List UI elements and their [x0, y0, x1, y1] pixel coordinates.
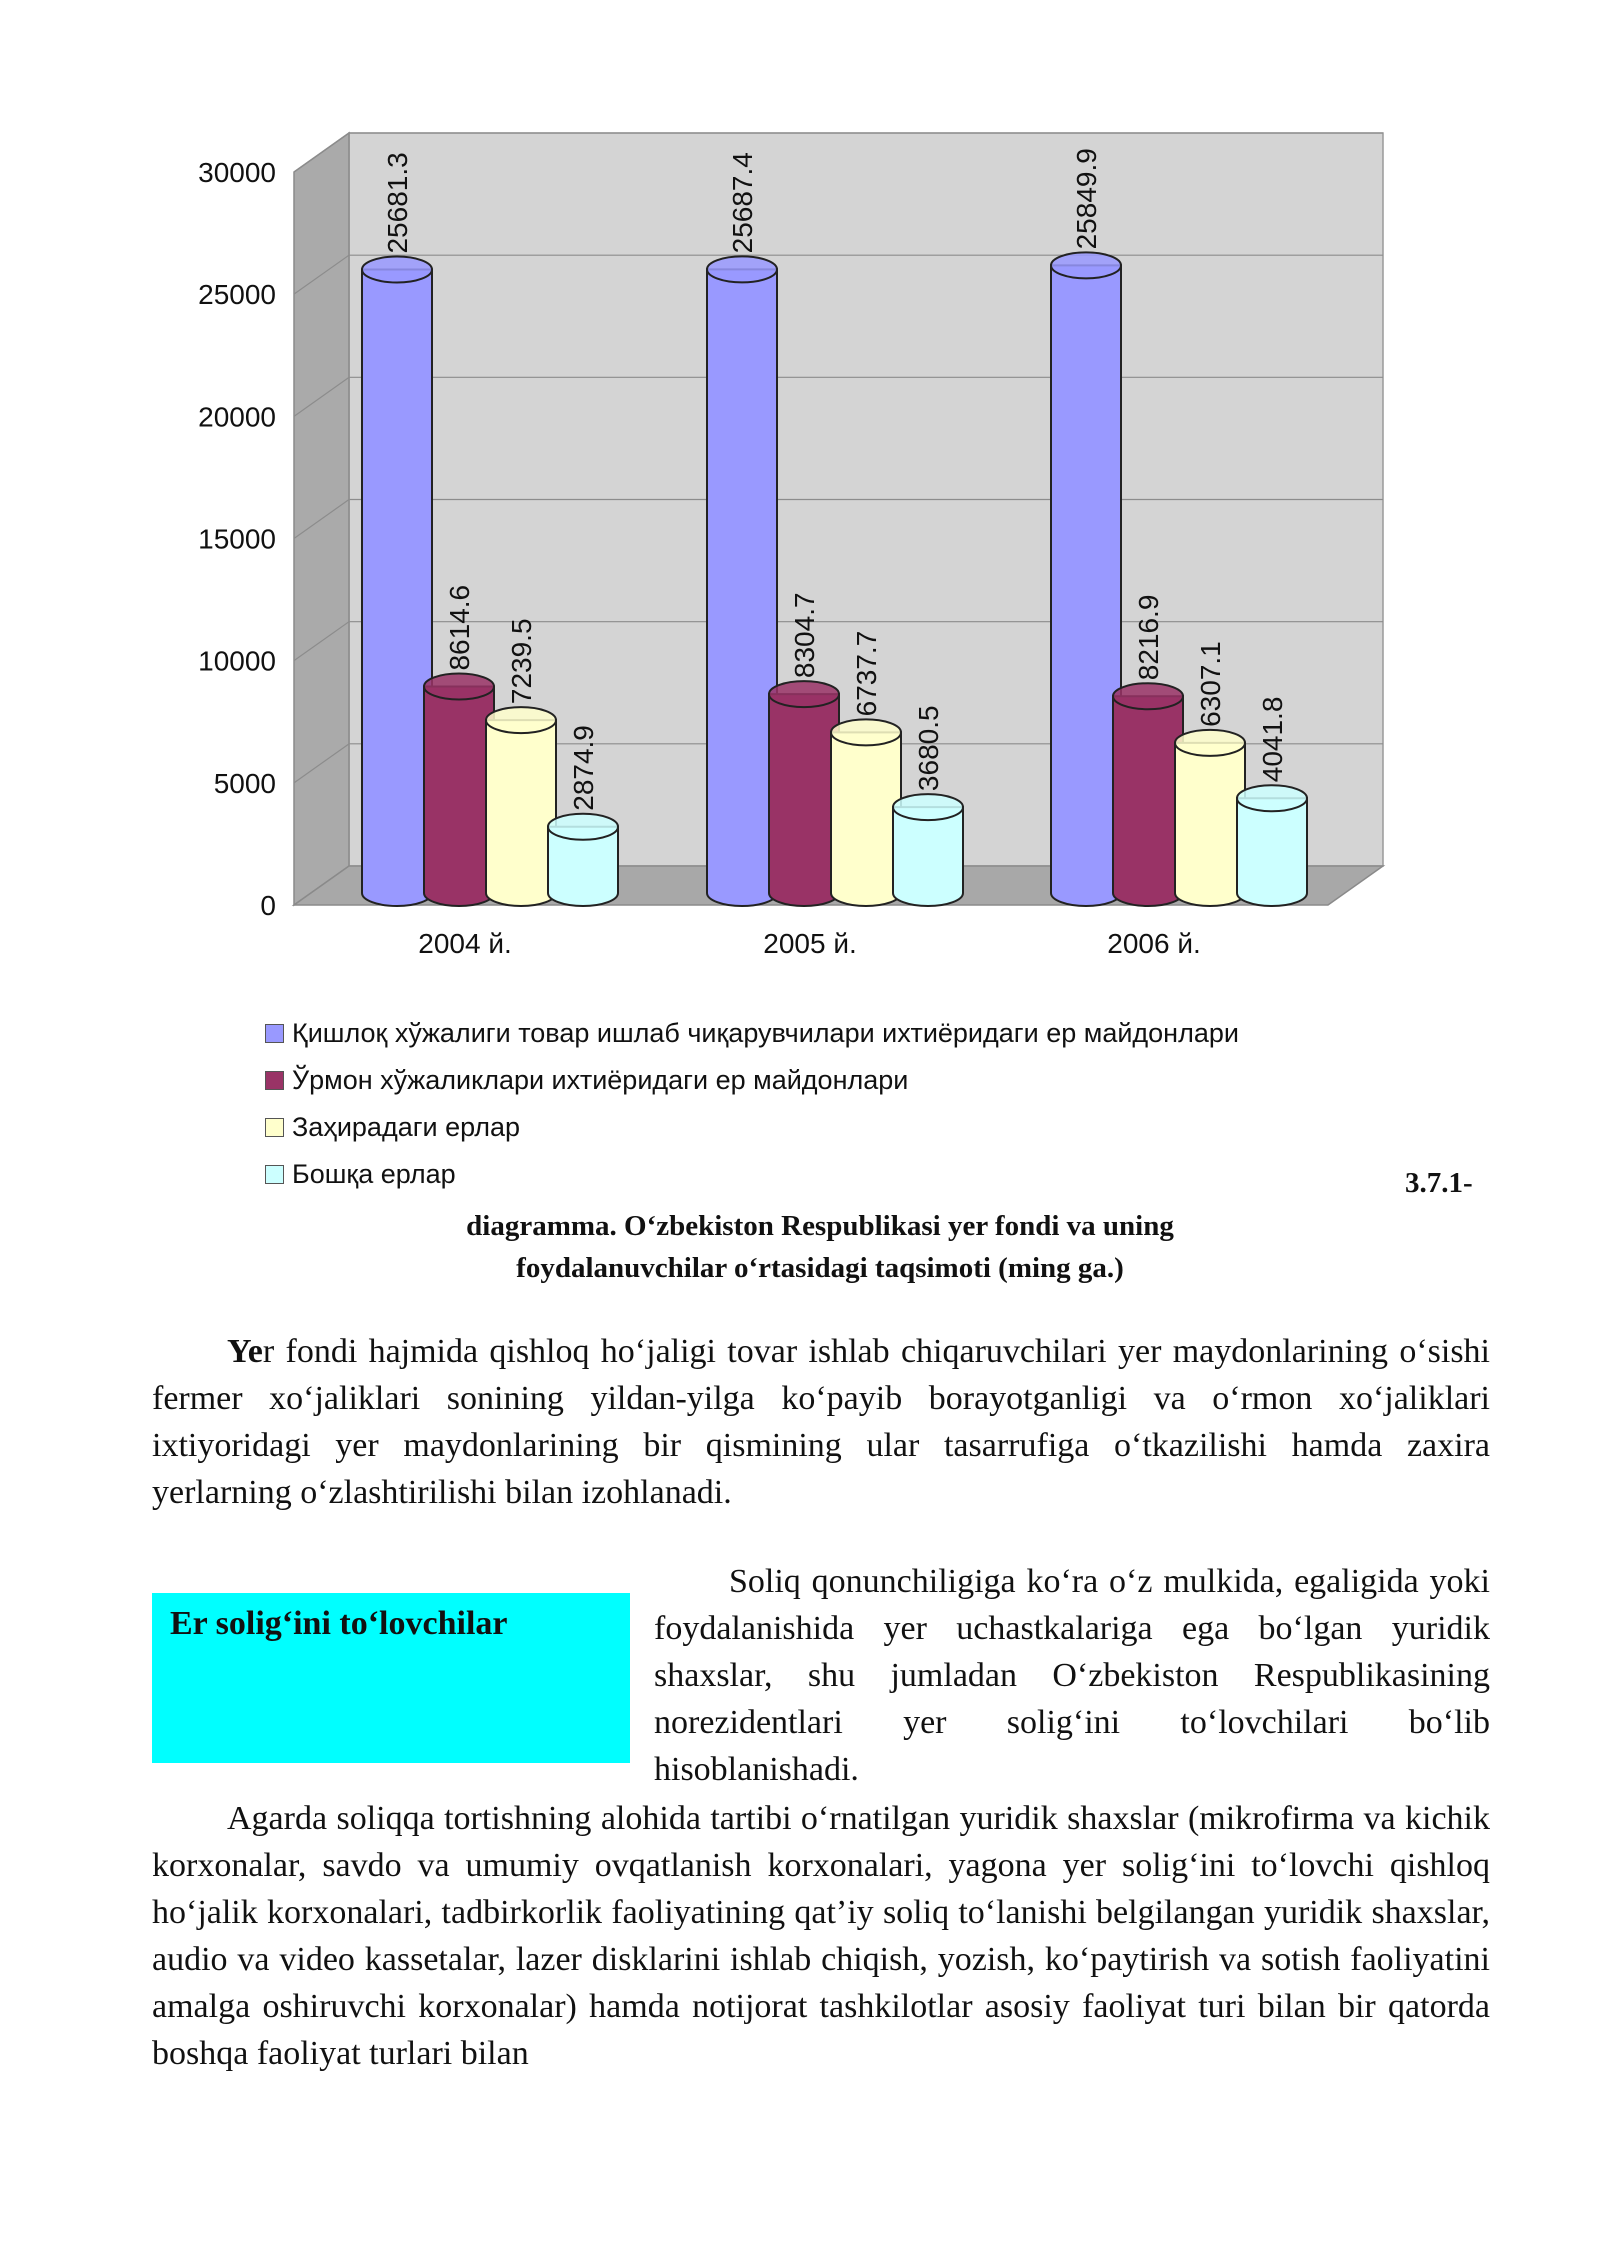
y-tick-label: 20000	[198, 401, 276, 433]
x-category-label: 2005 й.	[763, 928, 857, 959]
bar-top	[707, 256, 777, 282]
legend-item	[265, 1057, 1239, 1104]
bar-top	[1175, 730, 1245, 756]
bar-top	[1051, 252, 1121, 278]
caption-line: foydalanuvchilar o‘rtasidagi taqsimoti (ming ga.)	[516, 1252, 1124, 1284]
bar-top	[1113, 683, 1183, 709]
bar-top	[548, 814, 618, 840]
x-axis-categories	[418, 928, 1201, 959]
data-label: 25849.9	[1071, 148, 1102, 250]
legend-swatch	[265, 1118, 284, 1137]
bar-body	[769, 694, 839, 906]
data-label: 6307.1	[1195, 641, 1226, 727]
bar-body	[1175, 743, 1245, 906]
data-label: 7239.5	[506, 618, 537, 705]
bar-top	[1237, 785, 1307, 811]
bar-top	[893, 794, 963, 820]
legend-swatch	[265, 1165, 284, 1184]
legend-item	[265, 1151, 1239, 1198]
figure-caption	[300, 1205, 1340, 1289]
legend-item	[265, 1010, 1239, 1057]
figure-number: 3.7.1-	[1405, 1167, 1473, 1199]
y-tick-label: 15000	[198, 523, 276, 555]
x-category-label: 2004 й.	[418, 928, 512, 959]
data-label: 25687.4	[727, 152, 758, 254]
data-label: 3680.5	[913, 705, 944, 792]
legend-label: Ўрмон хўжаликлари ихтиёридаги ер майдонлари	[292, 1065, 909, 1095]
bar-top	[486, 707, 556, 733]
bar	[1051, 148, 1121, 906]
body-paragraph: Agarda soliqqa tortishning alohida tartibi o‘rnatilgan yuridik shaxslar (mikrofirma va kichik korxonalar, savdo va umumiy ovqatlanish korxonalari, yagona yer solig‘ini to‘lovchi qishloq ho‘jalik korxonalari, tadbirkorlik faoliyatining qat’iy soliq to‘lanishi belgilangan yuridik shaxslar, audio va video kassetalar, lazer disklarini ishlab chiqish, yozish, ko‘paytirish va sotish faoliyatini amalga oshiruvchi korxonalar) hamda notijorat tashkilotlar asosiy faoliyat turi bilan bir qatorda boshqa faoliyat turlari bilan	[152, 1800, 1490, 2072]
bar-body	[893, 807, 963, 906]
y-tick-label: 5000	[213, 767, 276, 799]
legend-label: Бошқа ерлар	[292, 1159, 456, 1189]
legend-swatch	[265, 1071, 284, 1090]
data-label: 2874.9	[568, 725, 599, 811]
bar-body	[1051, 265, 1121, 906]
bar-body	[486, 720, 556, 906]
bar	[362, 152, 432, 906]
bar-body	[424, 687, 494, 906]
bar	[707, 152, 777, 906]
bar-body	[362, 270, 432, 906]
data-label: 8216.9	[1133, 594, 1164, 681]
data-label: 25681.3	[382, 152, 413, 254]
y-tick-label: 30000	[198, 157, 276, 188]
bar-chart	[0, 0, 1600, 1000]
legend-swatch	[265, 1024, 284, 1043]
body-paragraph: Soliq qonunchiligiga ko‘ra o‘z mulkida, egaligida yoki foydalanishida yer uchastkalariga ega bo‘lgan yuridik shaxslar, shu jumladan O‘zbekiston Respublikasining norezidentlari yer solig‘ini to‘lovchilari bo‘lib hisoblanishadi.	[654, 1563, 1490, 1788]
body-paragraph	[152, 1328, 1490, 1516]
y-tick-label: 10000	[198, 645, 276, 677]
caption-line: diagramma. O‘zbekiston Respublikasi yer fondi va uning	[466, 1210, 1174, 1242]
data-label: 6737.7	[851, 630, 882, 717]
legend-item	[265, 1104, 1239, 1151]
chart-legend	[265, 1010, 1239, 1198]
data-label: 8304.7	[789, 592, 820, 679]
bar-top	[831, 719, 901, 745]
y-axis-ticks	[198, 157, 276, 921]
bar-top	[362, 257, 432, 283]
data-label: 8614.6	[444, 584, 475, 671]
bar-body	[1113, 696, 1183, 906]
sidebox	[152, 1593, 630, 1763]
bar-top	[769, 681, 839, 707]
legend-label: Қишлоқ хўжалиги товар ишлаб чиқарувчилари ихтиёридаги ер майдонлари	[292, 1018, 1239, 1048]
y-tick-label: 25000	[198, 279, 276, 311]
paragraph-text: r fondi hajmida qishloq ho‘jaligi tovar ishlab chiqaruvchilari yer maydonlarining o‘sishi fermer xo‘jaliklari sonining yildan-yilga ko‘payib borayotganligi va o‘rmon xo‘jaliklari ixtiyoridagi yer maydonlarining bir qismining ular tasarrufiga o‘tkazilishi hamda zaxira yerlarning o‘zlashtirilishi bilan izohlanadi.	[152, 1333, 1490, 1511]
sidebox-title: Er solig‘ini to‘lovchilar	[170, 1605, 508, 1642]
legend-label: Заҳирадаги ерлар	[292, 1112, 521, 1142]
y-tick-label: 0	[260, 890, 276, 921]
bar-top	[424, 674, 494, 700]
data-label: 4041.8	[1257, 696, 1288, 783]
bar-body	[831, 732, 901, 906]
x-category-label: 2006 й.	[1107, 928, 1201, 959]
bar-body	[1237, 798, 1307, 906]
bar-body	[707, 269, 777, 906]
paragraph-lead: Ye	[227, 1333, 263, 1370]
